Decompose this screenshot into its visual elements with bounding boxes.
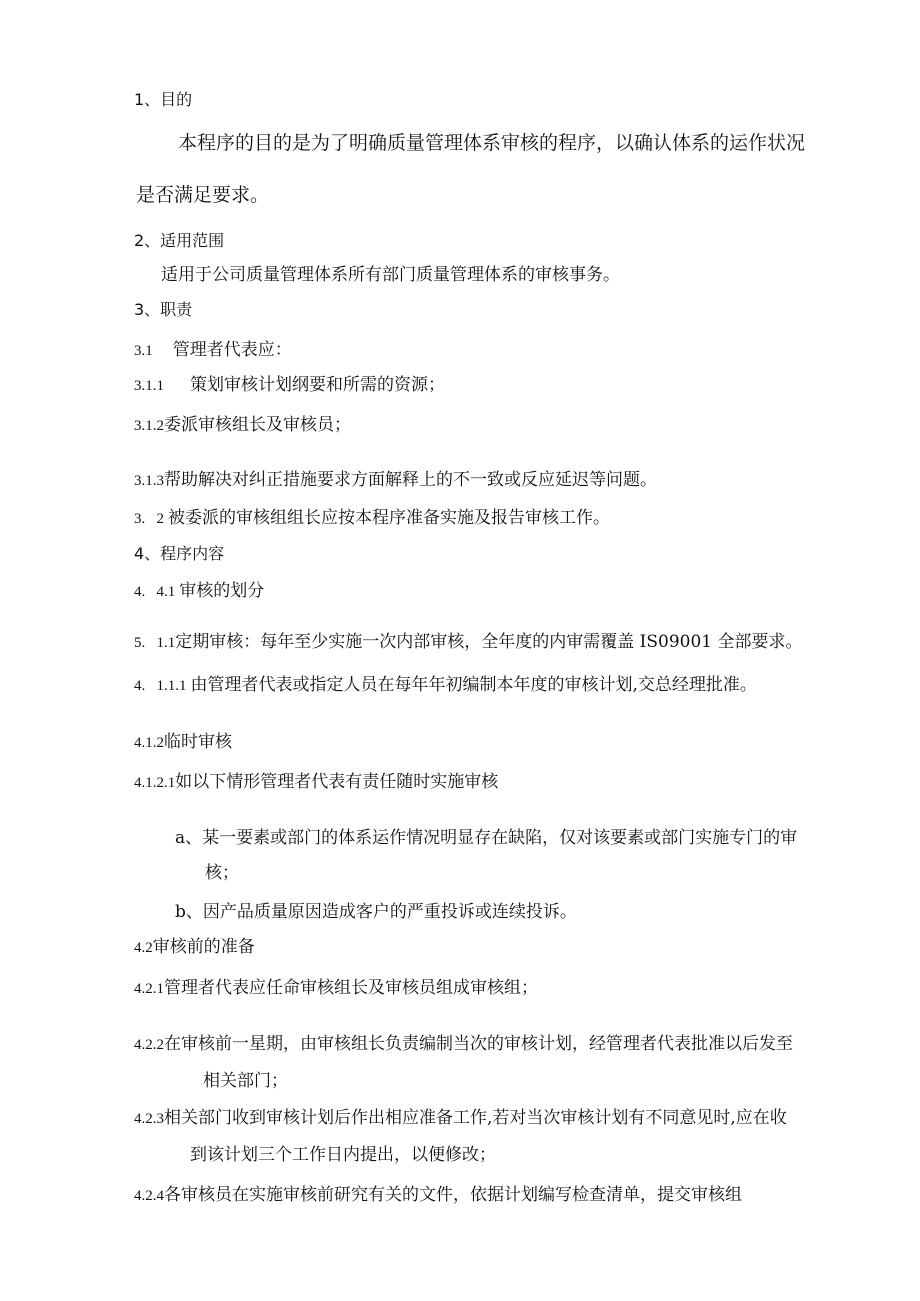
item-text: 由管理者代表或指定人员在每年年初编制本年度的审核计划,交总经理批准。 <box>190 675 757 695</box>
item-text: 管理者代表应： <box>172 340 292 360</box>
item-number: 4.2.4 <box>134 1188 164 1204</box>
item-text: 在审核前一星期，由审核组长负责编制当次的审核计划，经管理者代表批准以后发至 <box>164 1034 793 1054</box>
section-1-paragraph-line2: 是否满足要求。 <box>136 184 270 206</box>
item-number: 4.2.1 <box>134 981 164 997</box>
item-4-2-4 <box>134 1183 742 1208</box>
item-text: 相关部门收到审核计划后作出相应准备工作,若对当次审核计划有不同意见时,应在收 <box>164 1108 787 1128</box>
item-number: 4.2.3 <box>134 1111 164 1127</box>
item-3-1-3 <box>134 468 657 493</box>
item-a-line1: a、某一要素或部门的体系运作情况明显存在缺陷，仅对该要素或部门实施专门的审 <box>175 828 798 848</box>
item-number: 3.1 <box>134 343 153 359</box>
item-4-2 <box>134 935 255 960</box>
item-4-2-3-line1 <box>134 1106 787 1131</box>
item-text: 被委派的审核组组长应按本程序准备实施及报告审核工作。 <box>168 508 610 528</box>
item-3-2 <box>134 506 610 531</box>
item-3-1-2 <box>134 413 351 438</box>
item-3-1 <box>134 338 292 363</box>
section-3-heading: 3、职责 <box>134 300 193 319</box>
item-number: 4. 1.1.1 <box>134 678 187 694</box>
item-4-2-2-line1 <box>134 1032 793 1057</box>
item-text: 临时审核 <box>164 732 232 752</box>
item-number: 4.2.2 <box>134 1037 164 1053</box>
item-number: 3. 2 <box>134 511 164 527</box>
item-number: 4. 4.1 <box>134 584 176 600</box>
item-text: 帮助解决对纠正措施要求方面解释上的不一致或反应延迟等问题。 <box>164 470 657 490</box>
item-4-1-2 <box>134 730 232 755</box>
item-b: b、因产品质量原因造成客户的严重投诉或连续投诉。 <box>175 902 577 922</box>
item-text: 各审核员在实施审核前研究有关的文件，依据计划编写检查清单，提交审核组 <box>164 1185 742 1205</box>
item-4-1-1-1 <box>134 673 757 698</box>
item-number: 5. 1.1 <box>134 635 176 651</box>
item-text: 策划审核计划纲要和所需的资源； <box>190 375 445 395</box>
item-4-2-1 <box>134 976 538 1001</box>
item-text: 如以下情形管理者代表有责任随时实施审核 <box>175 772 499 792</box>
item-4-2-3-line2: 到该计划三个工作日内提出，以便修改； <box>190 1145 496 1165</box>
item-3-1-1 <box>134 373 445 398</box>
item-text: 定期审核：每年至少实施一次内部审核，全年度的内审需覆盖 IS09001 全部要求。 <box>175 632 803 652</box>
item-text: 审核的划分 <box>179 581 265 601</box>
item-4-1 <box>134 579 264 604</box>
item-4-1-2-1 <box>134 770 498 795</box>
item-5-1-1 <box>134 630 803 655</box>
item-text: 审核前的准备 <box>152 937 255 957</box>
item-a-line2: 核； <box>205 863 239 883</box>
item-number: 3.1.1 <box>134 378 164 394</box>
item-number: 4.1.2.1 <box>134 775 176 791</box>
item-number: 4.1.2 <box>134 735 164 751</box>
item-number: 3.1.3 <box>134 473 164 489</box>
item-text: 委派审核组长及审核员； <box>164 415 351 435</box>
section-1-paragraph-line1: 本程序的目的是为了明确质量管理体系审核的程序，以确认体系的运作状况 <box>178 132 806 154</box>
section-2-paragraph: 适用于公司质量管理体系所有部门质量管理体系的审核事务。 <box>161 265 620 285</box>
item-number: 3.1.2 <box>134 418 164 434</box>
item-text: 管理者代表应任命审核组长及审核员组成审核组； <box>164 978 538 998</box>
section-2-heading: 2、适用范围 <box>134 231 225 250</box>
section-1-heading: 1、目的 <box>134 90 193 109</box>
section-4-heading: 4、程序内容 <box>134 544 225 563</box>
item-4-2-2-line2: 相关部门； <box>203 1071 288 1091</box>
item-number: 4.2 <box>134 940 153 956</box>
